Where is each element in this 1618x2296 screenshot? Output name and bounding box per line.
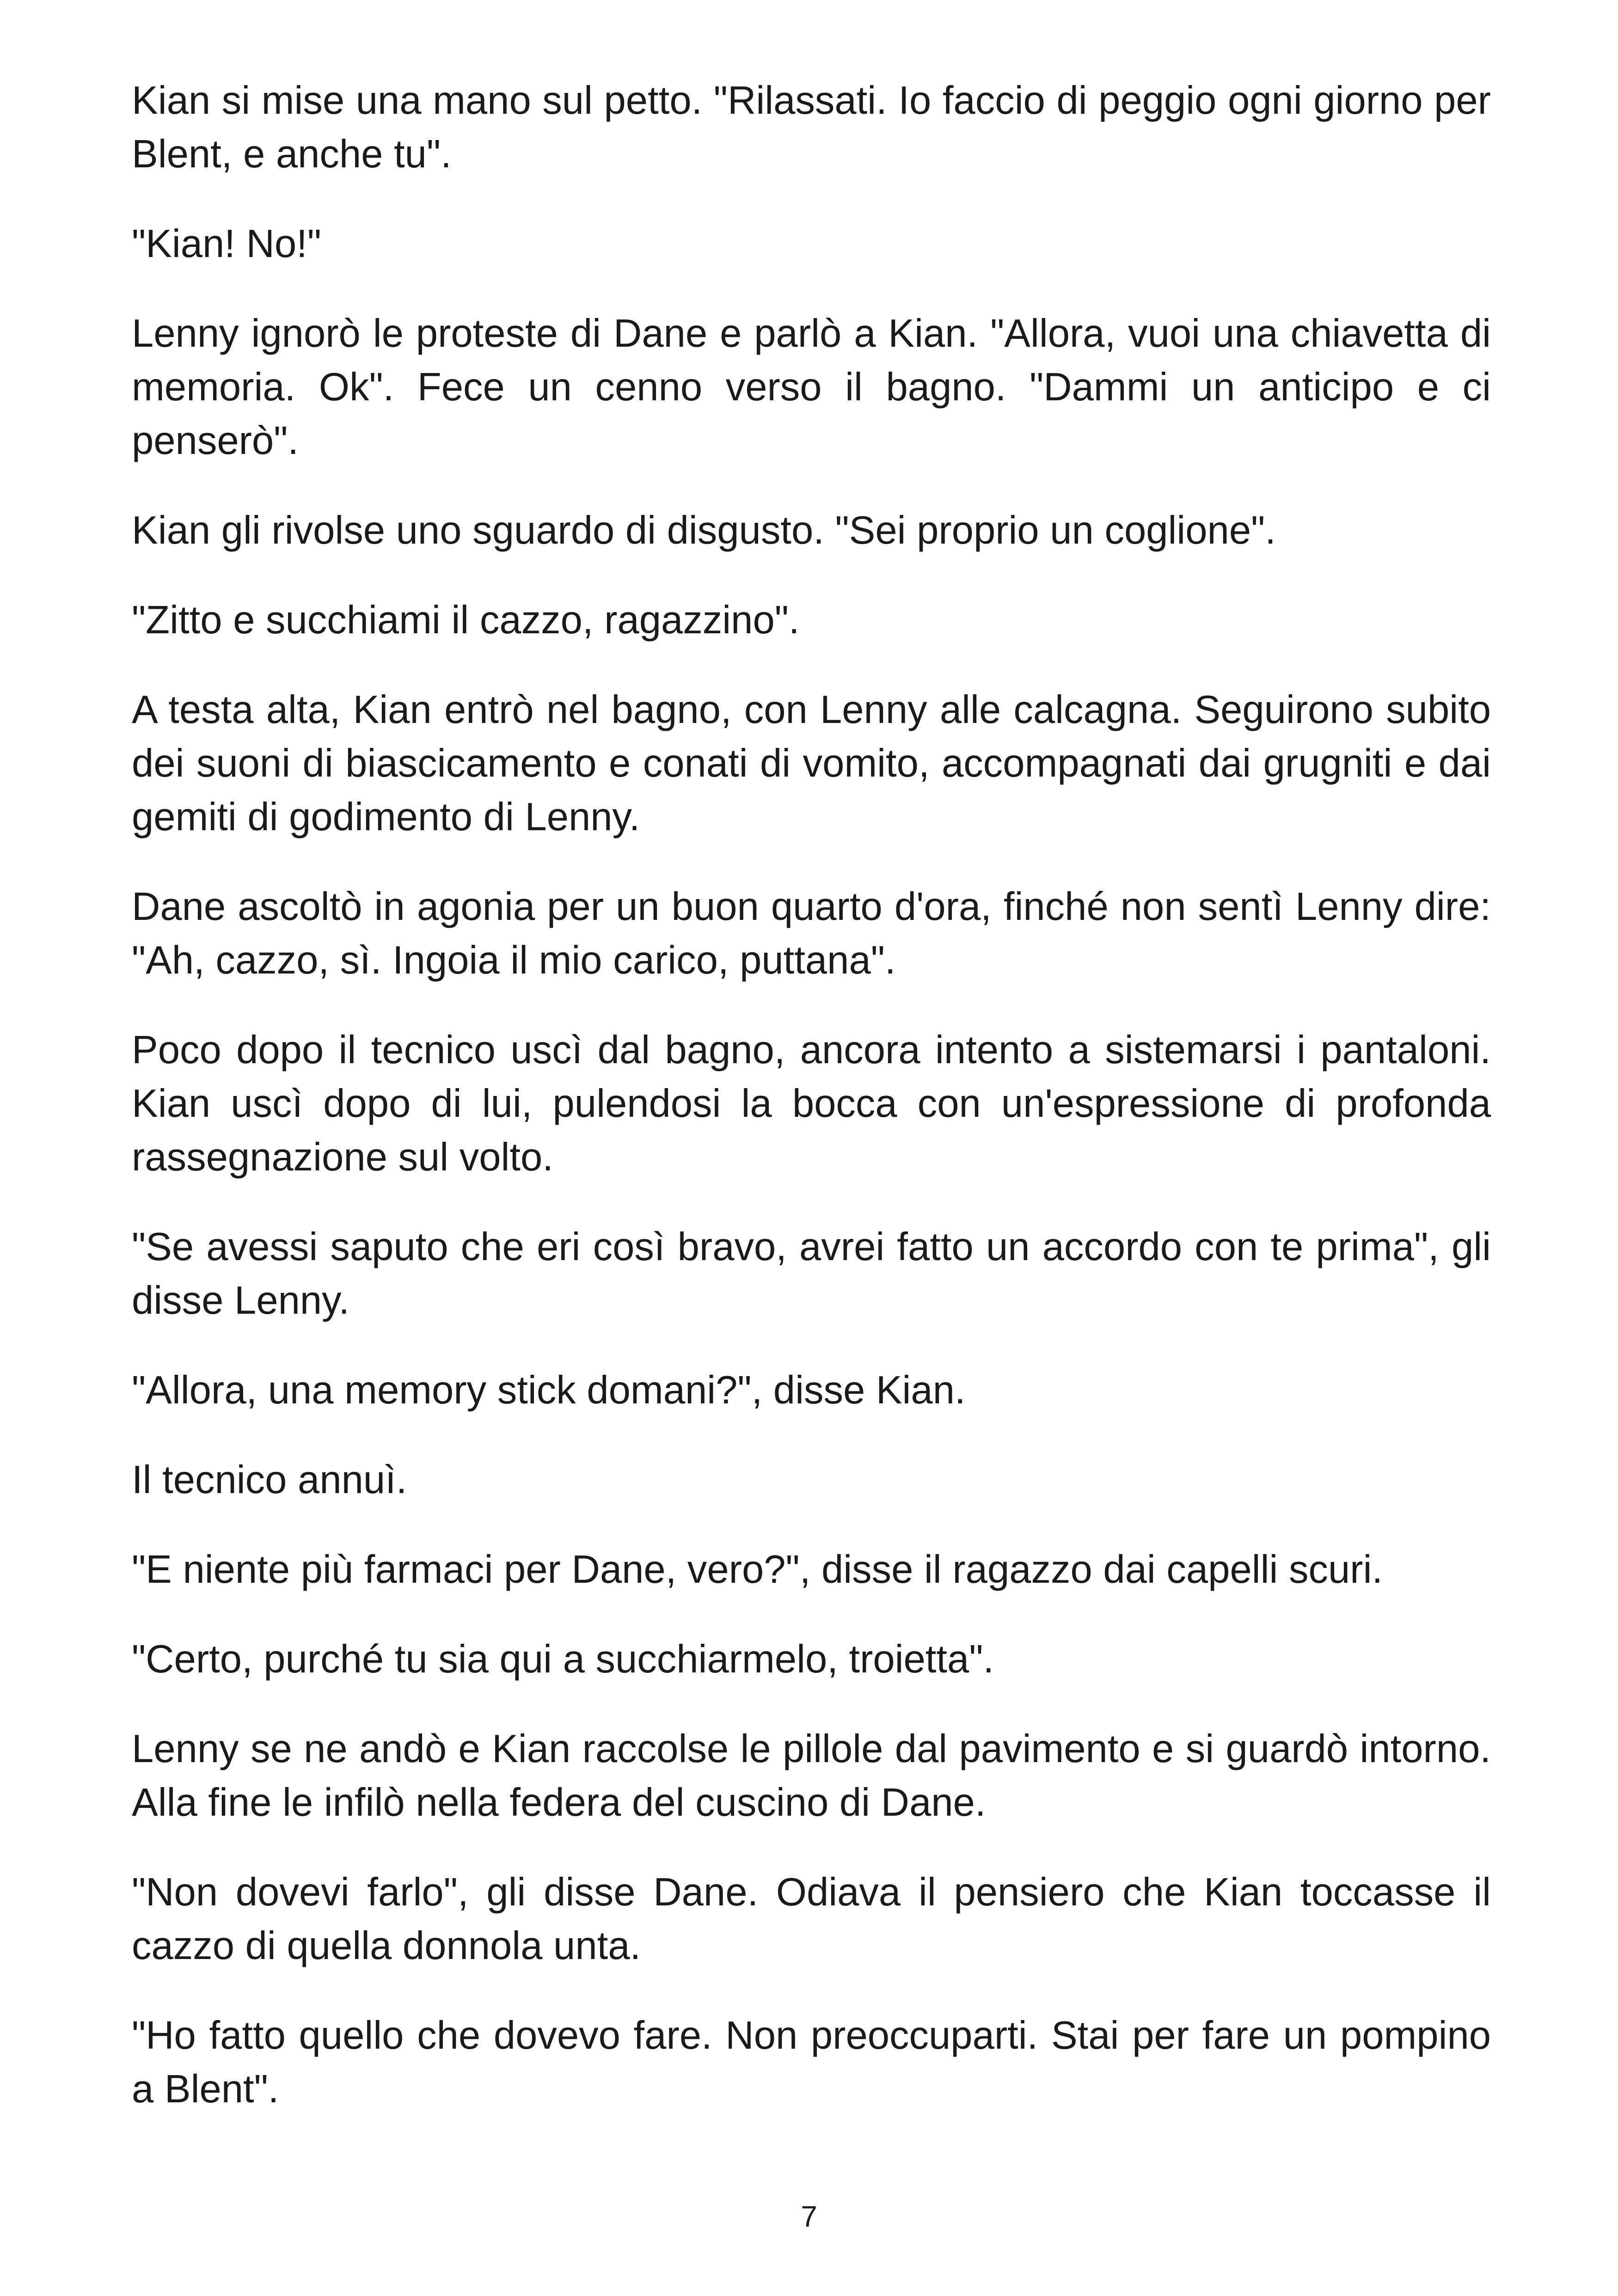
paragraph-16: "Ho fatto quello che dovevo fare. Non preoccuparti. Stai per fare un pompino a Blent". [132,2014,1491,2111]
paragraph-4: Kian gli rivolse uno sguardo di disgusto. "Sei proprio un coglione". [132,508,1276,552]
paragraph-3: Lenny ignorò le proteste di Dane e parlò a Kian. "Allora, vuoi una chiavetta di memoria. Ok". Fece un cenno verso il bagno. "Dammi un anticipo e ci penserò". [132,312,1491,463]
paragraph-14: Lenny se ne andò e Kian raccolse le pillole dal pavimento e si guardò intorno. Alla fine le infilò nella federa del cuscino di Dane. [132,1727,1491,1825]
paragraph-11: Il tecnico annuì. [132,1458,407,1502]
paragraph-9: "Se avessi saputo che eri così bravo, avrei fatto un accordo con te prima", gli disse Lenny. [132,1225,1491,1322]
paragraph-12: "E niente più farmaci per Dane, vero?", disse il ragazzo dai capelli scuri. [132,1548,1383,1592]
body-text [132,74,1491,2152]
paragraph-5: "Zitto e succhiami il cazzo, ragazzino". [132,598,800,642]
paragraph-15: "Non dovevi farlo", gli disse Dane. Odiava il pensiero che Kian toccasse il cazzo di quella donnola unta. [132,1870,1491,1968]
paragraph-8: Poco dopo il tecnico uscì dal bagno, ancora intento a sistemarsi i pantaloni. Kian uscì dopo di lui, pulendosi la bocca con un'espressione di profonda rassegnazione sul volto. [132,1028,1491,1179]
paragraph-6: A testa alta, Kian entrò nel bagno, con Lenny alle calcagna. Seguirono subito dei suoni di biascicamento e conati di vomito, accompagnati dai grugniti e dai gemiti di godimento di Lenny. [132,688,1491,839]
page-number: 7 [801,2200,817,2233]
paragraph-2: "Kian! No!" [132,222,321,266]
paragraph-7: Dane ascoltò in agonia per un buon quarto d'ora, finché non sentì Lenny dire: "Ah, cazzo, sì. Ingoia il mio carico, puttana". [132,885,1491,982]
paragraph-10: "Allora, una memory stick domani?", disse Kian. [132,1368,966,1412]
paragraph-1: Kian si mise una mano sul petto. "Rilassati. Io faccio di peggio ogni giorno per Blent, e anche tu". [132,79,1491,176]
paragraph-13: "Certo, purché tu sia qui a succhiarmelo, troietta". [132,1637,994,1681]
